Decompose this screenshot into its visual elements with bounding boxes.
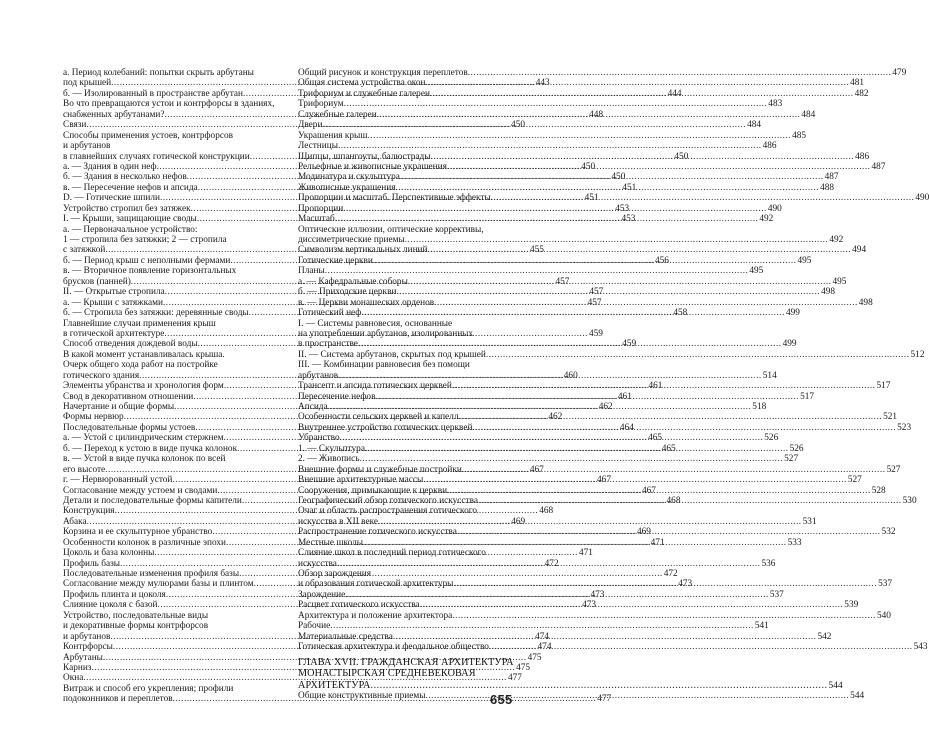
toc-entry bbox=[298, 548, 514, 558]
toc-entry-title: Начертание и общие формы bbox=[63, 402, 175, 412]
toc-entry-page: 455 bbox=[529, 245, 544, 256]
toc-entry-page: 453 bbox=[621, 214, 636, 225]
toc-entry-page: 473 bbox=[582, 600, 597, 611]
toc-entry-page: 471 bbox=[579, 548, 593, 559]
toc-entry-page: 450 bbox=[611, 172, 626, 183]
toc-entry-title: Живописные украшения bbox=[298, 182, 396, 193]
toc-entry-page: 541 bbox=[754, 621, 769, 632]
toc-entry-page: 477 bbox=[507, 673, 522, 684]
toc-entry-title: Окна bbox=[63, 673, 84, 684]
toc-entry-title: Общая система устройства окон bbox=[298, 78, 426, 89]
toc-entry bbox=[63, 454, 288, 464]
toc-entry-title: под крышей bbox=[63, 78, 112, 89]
toc-entry bbox=[63, 235, 288, 245]
toc-entry-title: в. — Церкви монашеских орденов bbox=[298, 297, 435, 308]
toc-entry-title: 1. — Скульптура bbox=[298, 443, 365, 454]
toc-entry-page: 488 bbox=[820, 182, 835, 193]
toc-entry-page: 539 bbox=[844, 600, 859, 611]
toc-entry-title: Трифориум и служебные галереи bbox=[298, 88, 430, 99]
toc-entry-title: а. — Крыши с затяжками bbox=[63, 297, 163, 308]
toc-entry bbox=[63, 225, 288, 235]
toc-entry-page: 487 bbox=[824, 172, 839, 183]
toc-entry-title: г. — Нервюрованный устой bbox=[63, 475, 173, 486]
chapter-heading-line: МОНАСТЫРСКАЯ СРЕДНЕВЕКОВАЯ bbox=[298, 668, 476, 679]
toc-entry-title: в. — Пересечение нефов и апсида bbox=[63, 182, 198, 193]
toc-entry bbox=[63, 141, 288, 151]
toc-entry-title: искусства bbox=[298, 558, 337, 569]
toc-entry-title: Во что превращаются устои и контрфорсы в зданиях, bbox=[63, 99, 275, 110]
toc-entry-title: Щипцы, шпангоуты, балюстрады bbox=[298, 151, 431, 162]
toc-entry-title: диссиметрические приемы bbox=[298, 235, 405, 245]
toc-entry-title: Особенности колонок в различные эпохи bbox=[63, 537, 226, 548]
toc-entry-page: 471 bbox=[650, 537, 665, 548]
toc-entry-title: Устройство стропил без затяжек bbox=[63, 203, 191, 214]
toc-entry-page: 453 bbox=[615, 203, 630, 214]
toc-entry-title: Цоколь и база колонны bbox=[63, 548, 155, 559]
toc-entry-title: Общий рисунок и конструкция переплетов bbox=[298, 68, 468, 78]
toc-entry-page: 492 bbox=[759, 214, 774, 225]
toc-entry-title: Оптические иллюзии, оптические коррективы, bbox=[298, 224, 484, 235]
toc-entry bbox=[63, 131, 288, 141]
toc-entry-title: б. — Стропила без затяжки: деревянные своды bbox=[63, 308, 249, 319]
toc-entry-title: Украшения крыш bbox=[298, 130, 368, 141]
toc-entry-page: 526 bbox=[789, 443, 804, 454]
toc-entry bbox=[298, 99, 783, 110]
toc-entry-title: I. — Крыши, защищающие своды bbox=[63, 214, 197, 225]
toc-entry bbox=[63, 68, 288, 78]
toc-entry-title: Арбутаны bbox=[63, 652, 103, 663]
toc-entry-page: 462 bbox=[548, 412, 563, 423]
chapter-heading-line: ГЛАВА XVII. ГРАЖДАНСКАЯ АРХИТЕКТУРА bbox=[298, 656, 514, 668]
toc-entry-page: 526 bbox=[764, 433, 779, 444]
toc-entry-title: подоконников и переплетов bbox=[63, 694, 173, 705]
toc-entry-title: в. — Вторичное появление горизонтальных bbox=[63, 266, 237, 277]
toc-entry-title: в главнейших случаях готической конструкции bbox=[63, 151, 250, 162]
toc-entry-page: 464 bbox=[619, 422, 634, 433]
toc-entry-page: 461 bbox=[617, 391, 632, 402]
toc-entry bbox=[63, 266, 288, 276]
toc-entry-title: а. Период колебаний: попытки скрыть арбутаны bbox=[63, 68, 254, 78]
toc-entry-page: 473 bbox=[590, 589, 605, 600]
toc-entry bbox=[63, 611, 288, 621]
toc-entry-page: 486 bbox=[855, 151, 870, 162]
chapter-heading-line-with-page: АРХИТЕКТУРА ..... 544 bbox=[298, 680, 514, 692]
toc-entry-page: 467 bbox=[641, 485, 656, 496]
toc-entry-page: 495 bbox=[797, 255, 812, 266]
toc-entry-page: 484 bbox=[747, 120, 762, 131]
toc-entry-title: а. — Устой с цилиндрическим стержнем bbox=[63, 433, 224, 444]
toc-entry bbox=[298, 569, 514, 579]
toc-entry bbox=[63, 621, 288, 631]
toc-entry bbox=[298, 454, 799, 465]
toc-entry-page: 450 bbox=[511, 120, 525, 131]
toc-entry-title: Общие конструктивные приемы bbox=[298, 691, 426, 701]
toc-entry-title: 1 — стропила без затяжки; 2 — стропила bbox=[63, 235, 227, 245]
toc-entry-title: с затяжкой bbox=[63, 245, 106, 256]
toc-entry-page: 451 bbox=[622, 182, 637, 193]
toc-entry-title: Готические церкви bbox=[298, 255, 373, 266]
toc-entry-title: в готической архитектуре bbox=[63, 328, 165, 339]
toc-entry-title: готического здания bbox=[63, 370, 140, 381]
toc-entry-page: 537 bbox=[878, 579, 893, 590]
toc-entry-title: Устройство, последовательные виды bbox=[63, 610, 209, 621]
toc-entry-title: Главнейшие случаи применения крыш bbox=[63, 318, 216, 329]
toc-entry-title: Двери bbox=[298, 120, 323, 131]
toc-entry-page: 527 bbox=[847, 475, 862, 486]
toc-entry-title: Символизм вертикальных линий bbox=[298, 245, 428, 256]
toc-entry-title: Расцвет готического искусства bbox=[298, 600, 420, 611]
toc-entry-page: 451 bbox=[584, 193, 599, 204]
toc-entry-title: Рельефные и живописные украшения bbox=[298, 161, 447, 172]
toc-entry-title: Корзина и ее скульптурное убранство bbox=[63, 527, 213, 538]
toc-entry-title: б. — Период крыш с неполными фермами bbox=[63, 255, 231, 266]
toc-entry-title: Слияние школ в последний период готического bbox=[298, 548, 486, 559]
toc-entry-title: искусства в XII веке bbox=[298, 516, 378, 527]
toc-entry bbox=[298, 225, 514, 235]
toc-entry-page: 517 bbox=[876, 381, 891, 392]
toc-entry-title: Особенности сельских церквей и капелл bbox=[298, 412, 459, 423]
toc-entry-page: 531 bbox=[802, 516, 817, 527]
toc-entry-page: 444 bbox=[667, 88, 682, 99]
toc-entry-page: 527 bbox=[784, 454, 799, 465]
toc-entry-page: 468 bbox=[539, 506, 554, 517]
toc-entry-page: 450 bbox=[674, 151, 689, 162]
toc-entry-title: а. — Первоначальное устройство: bbox=[63, 224, 198, 235]
toc-entry-page: 472 bbox=[663, 569, 678, 579]
toc-entry-page: 540 bbox=[876, 610, 891, 621]
toc-entry-title: Масштаб bbox=[298, 214, 335, 225]
toc-entry-page: 469 bbox=[511, 516, 526, 527]
toc-entry-page: 467 bbox=[597, 475, 611, 486]
toc-entry-title: Местные школы bbox=[298, 537, 363, 548]
toc-entry-title: б. — Приходские церкви bbox=[298, 287, 397, 298]
toc-entry-page: 474 bbox=[535, 631, 550, 642]
toc-entry-title: Слияние цоколя с базой bbox=[63, 600, 158, 611]
toc-entry-title: Контрфорсы bbox=[63, 642, 113, 653]
toc-entry-page: 492 bbox=[829, 235, 844, 245]
toc-entry-title: Готическая архитектура и феодальное общество bbox=[298, 642, 489, 653]
toc-entry-page: 469 bbox=[636, 527, 651, 538]
toc-entry-title: Материальные средства bbox=[298, 631, 393, 642]
toc-entry-title: и арбутанов bbox=[63, 631, 111, 642]
toc-entry-page: 459 bbox=[589, 328, 603, 339]
toc-entry-title: Апсида bbox=[298, 402, 328, 412]
toc-entry-title: Способ отведения дождевой воды bbox=[63, 339, 198, 350]
toc-entry-page: 443 bbox=[535, 78, 550, 89]
toc-entry-title: в пространстве bbox=[298, 339, 358, 350]
toc-entry-page: 495 bbox=[832, 276, 847, 287]
toc-entry bbox=[298, 235, 844, 245]
toc-entry-title: I. — Системы равновесия, основанные bbox=[298, 318, 453, 329]
toc-entry-page: 481 bbox=[850, 78, 865, 89]
toc-entry-title: 2. — Живопись bbox=[298, 454, 360, 465]
toc-entry-title: Сооружения, примыкающие к церкви bbox=[298, 485, 448, 496]
toc-entry-title: б. — Изолированный в пространстве арбутан bbox=[63, 88, 243, 99]
toc-entry-page: 498 bbox=[821, 287, 836, 298]
toc-entry bbox=[298, 610, 891, 621]
toc-entry-page: 457 bbox=[589, 287, 604, 298]
toc-entry bbox=[63, 360, 288, 370]
toc-entry-page: 475 bbox=[527, 652, 542, 663]
toc-entry-page: 457 bbox=[587, 297, 602, 308]
toc-entry-title: Пропорции и масштаб. Перспективные эффекты bbox=[298, 193, 491, 204]
toc-entry-title: а. — Кафедральные соборы bbox=[298, 276, 408, 287]
toc-entry bbox=[298, 130, 807, 141]
toc-entry-title: II. — Система арбутанов, скрытых под крышей bbox=[298, 349, 486, 360]
toc-entry-title: Внешние формы и служебные постройки bbox=[298, 464, 462, 475]
toc-entry-page: 514 bbox=[762, 370, 777, 381]
toc-entry-page: 467 bbox=[529, 464, 544, 475]
toc-entry-title: Планы bbox=[298, 266, 325, 277]
toc-entry-title: а. — Здания в один неф bbox=[63, 161, 157, 172]
toc-entry-title: Профиль плинта и цоколя bbox=[63, 589, 166, 600]
toc-entry-title: и декоративные формы контрфорсов bbox=[63, 621, 209, 632]
toc-entry-title: Рабочие bbox=[298, 621, 331, 632]
toc-entry-page: 537 bbox=[769, 589, 784, 600]
toc-entry-page: 479 bbox=[892, 68, 907, 78]
toc-entry-title: Карниз bbox=[63, 662, 92, 673]
toc-entry-page: 528 bbox=[871, 485, 886, 496]
toc-entry-title: Распространение готического искусства bbox=[298, 527, 457, 538]
toc-entry-title: Модинатура и скульптура bbox=[298, 172, 400, 183]
toc-entry-page: 523 bbox=[897, 422, 912, 433]
toc-entry-page: 494 bbox=[852, 245, 867, 256]
toc-entry-page: 517 bbox=[800, 391, 815, 402]
toc-entry-page: 465 bbox=[648, 433, 663, 444]
toc-entry-page: 474 bbox=[537, 642, 552, 653]
toc-entry-title: Обзор зарождения bbox=[298, 569, 372, 579]
toc-entry-page: 490 bbox=[767, 203, 782, 214]
toc-entry-title: Связи bbox=[63, 120, 87, 131]
toc-entry-page: 532 bbox=[881, 527, 896, 538]
toc-entry-title: Трифориум bbox=[298, 99, 344, 110]
toc-entry bbox=[63, 684, 288, 694]
toc-entry bbox=[298, 360, 514, 370]
toc-entry-title: Очаг и область распространения готического bbox=[298, 506, 477, 517]
toc-entry-page: 533 bbox=[787, 537, 802, 548]
toc-entry-page: 499 bbox=[782, 339, 797, 350]
toc-entry-page: 495 bbox=[749, 266, 764, 277]
toc-entry-page: 460 bbox=[563, 370, 578, 381]
toc-entry-title: Профиль базы bbox=[63, 558, 120, 569]
toc-entry-page: 499 bbox=[785, 308, 800, 319]
toc-entry-title: Свод в декоративном отношении bbox=[63, 391, 194, 402]
toc-entry-title: Служебные галереи bbox=[298, 109, 377, 120]
toc-entry-title: на употреблении арбутанов, изолированных bbox=[298, 328, 474, 339]
toc-entry-title: Последовательные формы устоев bbox=[63, 422, 196, 433]
toc-entry-title: его высоте bbox=[63, 464, 106, 475]
toc-entry-title: Пересечение нефов bbox=[298, 391, 376, 402]
toc-entry-title: снабженных арбутанами? bbox=[63, 109, 165, 120]
toc-entry-title: Зарождение bbox=[298, 589, 346, 600]
toc-entry-page: 482 bbox=[854, 88, 869, 99]
toc-entry-title: Элементы убранства и хронология форм bbox=[63, 381, 224, 392]
toc-entry-page: 457 bbox=[555, 276, 570, 287]
toc-entry-title: брусков (панней) bbox=[63, 276, 131, 287]
toc-entry-page: 483 bbox=[768, 99, 783, 110]
toc-entry-title: В какой момент устанавливалась крыша. bbox=[63, 349, 225, 360]
toc-entry-title: арбутанов bbox=[298, 370, 339, 381]
toc-entry-page: 473 bbox=[678, 579, 693, 590]
toc-entry-title: Абака bbox=[63, 516, 87, 527]
toc-entry-title: Согласование между устоем и сводами bbox=[63, 485, 218, 496]
toc-entry-page: 450 bbox=[581, 161, 596, 172]
toc-entry bbox=[298, 319, 514, 329]
toc-entry-title: Способы применения устоев, контрфорсов bbox=[63, 130, 234, 141]
toc-entry-title: Последовательные изменения профиля базы bbox=[63, 569, 240, 579]
toc-entry-page: 484 bbox=[801, 109, 816, 120]
toc-entry bbox=[298, 141, 777, 152]
toc-entry-page: 544 bbox=[850, 691, 865, 701]
toc-entry-title: и образования готической архитектуры bbox=[298, 579, 454, 590]
toc-entry-title: Пропорции bbox=[298, 203, 344, 214]
toc-entry-page: 456 bbox=[655, 255, 669, 266]
toc-entry-page: 487 bbox=[871, 161, 886, 172]
toc-entry bbox=[63, 350, 288, 360]
toc-entry-title: III. — Комбинации равновесия без помощи bbox=[298, 360, 470, 371]
toc-entry bbox=[298, 266, 764, 277]
toc-entry-page: 542 bbox=[817, 631, 832, 642]
toc-entry-page: 498 bbox=[858, 297, 873, 308]
toc-entry-title: Согласование между мулюрами базы и плинтом bbox=[63, 579, 254, 590]
toc-entry-title: Конструкция bbox=[63, 506, 115, 517]
toc-entry-title: Детали и последовательные формы капители bbox=[63, 495, 242, 506]
toc-entry-page: 477 bbox=[597, 694, 612, 705]
toc-entry-page: 543 bbox=[913, 642, 928, 653]
toc-entry-page: 461 bbox=[648, 381, 663, 392]
toc-entry-title: в. — Устой в виде пучка колонок по всей bbox=[63, 454, 226, 465]
toc-entry-title: Витраж и способ его укрепления; профили bbox=[63, 683, 234, 694]
toc-entry-page: 518 bbox=[752, 402, 767, 412]
toc-entry bbox=[63, 99, 288, 109]
toc-entry-title: D. — Готические шпили bbox=[63, 193, 160, 204]
toc-entry bbox=[298, 349, 925, 360]
toc-entry-page: 458 bbox=[673, 308, 688, 319]
toc-entry-title: Лестницы bbox=[298, 141, 338, 152]
toc-entry-page: 521 bbox=[883, 412, 898, 423]
toc-entry-page: 512 bbox=[910, 349, 925, 360]
page-number: 655 bbox=[490, 692, 513, 707]
toc-entry-title: и арбутанов bbox=[63, 141, 111, 152]
toc-entry-page: 462 bbox=[598, 402, 613, 412]
toc-entry bbox=[298, 68, 907, 78]
toc-entry-title: Трансепт и апсида готических церквей bbox=[298, 381, 452, 392]
toc-entry-title: б. — Переход к устою в виде пучка колонок bbox=[63, 443, 238, 454]
toc-entry-page: 465 bbox=[661, 443, 676, 454]
toc-entry-title: Внешние архитектурные массы bbox=[298, 475, 424, 486]
toc-entry-page: 448 bbox=[589, 109, 604, 120]
toc-entry-title: Географический обзор готического искусства bbox=[298, 495, 478, 506]
toc-entry-title: Убранство bbox=[298, 433, 340, 444]
toc-entry-title: Архитектура и положение архитектора bbox=[298, 610, 453, 621]
toc-entry-title: Готический неф bbox=[298, 308, 362, 319]
toc-entry-page: 530 bbox=[902, 495, 917, 506]
toc-entry-title: Формы нервюр bbox=[63, 412, 124, 423]
toc-entry-page: 527 bbox=[886, 464, 901, 475]
toc-entry bbox=[63, 319, 288, 329]
toc-entry bbox=[298, 621, 769, 632]
toc-entry bbox=[298, 329, 514, 339]
toc-entry bbox=[298, 506, 514, 516]
toc-entry-page: 459 bbox=[622, 339, 637, 350]
toc-entry-title: Внутреннее устройство готических церквей bbox=[298, 422, 473, 433]
toc-entry-page: 536 bbox=[761, 558, 776, 569]
toc-entry-title: б. — Здания в несколько нефов bbox=[63, 172, 187, 183]
toc-entry-page: 490 bbox=[915, 193, 929, 204]
toc-entry-page: 486 bbox=[762, 141, 777, 152]
toc-entry-page: 472 bbox=[544, 558, 559, 569]
toc-entry-title: Очерк общего хода работ на постройке bbox=[63, 360, 218, 371]
toc-entry-title: II. — Открытые стропила bbox=[63, 287, 165, 298]
toc-entry-page: 485 bbox=[792, 130, 807, 141]
toc-entry-page: 468 bbox=[666, 495, 681, 506]
toc-entry-page: 475 bbox=[516, 662, 531, 673]
